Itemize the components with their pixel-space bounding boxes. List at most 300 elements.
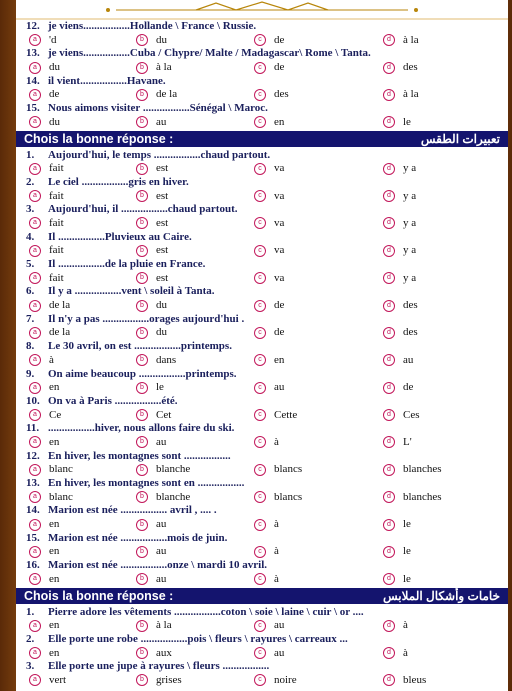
option-label: du bbox=[49, 115, 60, 128]
option-letter-icon: b bbox=[136, 190, 148, 202]
question-number: 12. bbox=[26, 20, 40, 32]
option-c[interactable] bbox=[254, 217, 284, 231]
answer-options bbox=[16, 116, 508, 130]
option-d[interactable] bbox=[383, 463, 441, 477]
question-number: 7. bbox=[26, 312, 35, 325]
option-label: en bbox=[49, 619, 60, 632]
option-label: au bbox=[403, 353, 414, 366]
question-number: 10. bbox=[26, 394, 40, 407]
option-letter-icon: c bbox=[254, 436, 266, 448]
option-letter-icon: c bbox=[254, 573, 266, 585]
option-b[interactable] bbox=[136, 190, 168, 204]
question-text bbox=[16, 149, 508, 163]
option-label: de la bbox=[49, 326, 71, 339]
option-letter-icon: d bbox=[383, 491, 395, 503]
option-label: va bbox=[274, 162, 285, 175]
option-label: dans bbox=[156, 353, 177, 366]
question-prompt: il vient.................Havane. bbox=[48, 74, 166, 87]
worksheet-content bbox=[16, 20, 508, 688]
option-a[interactable] bbox=[29, 409, 61, 423]
question-text bbox=[16, 313, 508, 327]
option-a[interactable] bbox=[29, 217, 64, 231]
option-b[interactable] bbox=[136, 545, 166, 559]
option-label: à bbox=[49, 353, 54, 366]
option-letter-icon: d bbox=[383, 409, 395, 421]
option-letter-icon: b bbox=[136, 491, 148, 503]
option-label: des bbox=[403, 299, 418, 312]
option-label: fait bbox=[49, 244, 64, 257]
option-label: blancs bbox=[274, 490, 303, 503]
section-instruction: Chois la bonne réponse : bbox=[24, 588, 174, 603]
option-c[interactable] bbox=[254, 436, 279, 450]
option-letter-icon: a bbox=[29, 436, 41, 448]
option-c[interactable] bbox=[254, 545, 279, 559]
section-header bbox=[16, 131, 508, 147]
option-b[interactable] bbox=[136, 518, 166, 532]
question-prompt: En hiver, les montagnes sont ................. bbox=[48, 449, 231, 462]
option-c[interactable] bbox=[254, 34, 284, 48]
option-label: y a bbox=[403, 271, 417, 284]
option-label: fait bbox=[49, 189, 64, 202]
option-label: de bbox=[274, 61, 285, 74]
question-number: 16. bbox=[26, 559, 40, 572]
option-label: de la bbox=[156, 88, 178, 101]
option-label: de bbox=[49, 88, 60, 101]
option-letter-icon: c bbox=[254, 409, 266, 421]
option-label: à bbox=[403, 619, 408, 632]
option-label: y a bbox=[403, 162, 417, 175]
option-d[interactable] bbox=[383, 518, 411, 532]
question-number: 3. bbox=[26, 203, 35, 216]
question-text bbox=[16, 20, 508, 34]
option-b[interactable] bbox=[136, 463, 190, 477]
question-number: 3. bbox=[26, 660, 35, 673]
option-a[interactable] bbox=[29, 463, 73, 477]
option-a[interactable] bbox=[29, 272, 64, 286]
question-number: 12. bbox=[26, 449, 40, 462]
option-letter-icon: a bbox=[29, 546, 41, 558]
option-label: au bbox=[274, 619, 285, 632]
option-label: à la bbox=[156, 619, 172, 632]
question-prompt: Pierre adore les vêtements .................coton \ soie \ laine \ cuir \ or .... bbox=[48, 605, 364, 618]
question-number: 14. bbox=[26, 74, 40, 87]
option-letter-icon: a bbox=[29, 647, 41, 659]
option-a[interactable] bbox=[29, 326, 70, 340]
option-letter-icon: b bbox=[136, 245, 148, 257]
option-letter-icon: d bbox=[383, 190, 395, 202]
option-label: à bbox=[274, 572, 279, 585]
option-letter-icon: d bbox=[383, 436, 395, 448]
option-letter-icon: c bbox=[254, 464, 266, 476]
option-label: le bbox=[403, 545, 411, 558]
question-number: 13. bbox=[26, 477, 40, 489]
option-letter-icon: a bbox=[29, 409, 41, 421]
option-d[interactable] bbox=[383, 217, 416, 231]
option-label: en bbox=[49, 518, 60, 531]
option-letter-icon: b bbox=[136, 89, 148, 101]
option-label: en bbox=[49, 381, 60, 394]
question-number: 15. bbox=[26, 531, 40, 544]
question-prompt: Il y a .................vent \ soleil à Tanta. bbox=[48, 285, 215, 298]
question-text bbox=[16, 395, 508, 409]
option-label: y a bbox=[403, 244, 417, 257]
answer-options bbox=[16, 381, 508, 395]
option-d[interactable] bbox=[383, 436, 412, 450]
option-d[interactable] bbox=[383, 409, 420, 423]
option-label: de bbox=[403, 381, 414, 394]
option-d[interactable] bbox=[383, 573, 411, 587]
question-text bbox=[16, 477, 508, 491]
question-prompt: Marion est née .................onze \ mardi 10 avril. bbox=[48, 559, 268, 572]
option-c[interactable] bbox=[254, 573, 279, 587]
option-b[interactable] bbox=[136, 326, 167, 340]
option-label: fait bbox=[49, 216, 64, 229]
answer-options bbox=[16, 647, 508, 661]
option-b[interactable] bbox=[136, 674, 182, 688]
option-d[interactable] bbox=[383, 272, 416, 286]
option-label: en bbox=[49, 572, 60, 585]
option-letter-icon: a bbox=[29, 354, 41, 366]
option-b[interactable] bbox=[136, 116, 166, 130]
option-label: au bbox=[156, 572, 167, 585]
option-b[interactable] bbox=[136, 34, 167, 48]
option-d[interactable] bbox=[383, 619, 408, 633]
question-number: 2. bbox=[26, 632, 35, 645]
section-header bbox=[16, 588, 508, 604]
option-c[interactable] bbox=[254, 674, 297, 688]
option-label: le bbox=[156, 381, 164, 394]
option-letter-icon: b bbox=[136, 674, 148, 686]
option-a[interactable] bbox=[29, 381, 59, 395]
top-ornament bbox=[16, 0, 508, 20]
option-letter-icon: c bbox=[254, 89, 266, 101]
question-text bbox=[16, 75, 508, 89]
option-d[interactable] bbox=[383, 354, 413, 368]
question-text bbox=[16, 633, 508, 647]
option-letter-icon: c bbox=[254, 116, 266, 128]
option-d[interactable] bbox=[383, 674, 426, 688]
option-a[interactable] bbox=[29, 491, 73, 505]
option-a[interactable] bbox=[29, 190, 64, 204]
option-d[interactable] bbox=[383, 244, 416, 258]
option-letter-icon: c bbox=[254, 491, 266, 503]
question-number: 4. bbox=[26, 230, 35, 243]
option-letter-icon: a bbox=[29, 491, 41, 503]
option-letter-icon: c bbox=[254, 163, 266, 175]
question-prompt: Il .................de la pluie en France. bbox=[48, 258, 206, 270]
option-label: est bbox=[156, 216, 169, 229]
option-d[interactable] bbox=[383, 61, 418, 75]
option-a[interactable] bbox=[29, 34, 56, 48]
option-b[interactable] bbox=[136, 381, 164, 395]
option-letter-icon: d bbox=[383, 62, 395, 74]
option-label: de la bbox=[49, 299, 71, 312]
option-letter-icon: c bbox=[254, 217, 266, 229]
question-text bbox=[16, 203, 508, 217]
answer-options bbox=[16, 436, 508, 450]
question-text bbox=[16, 340, 508, 354]
question-prompt: On aime beaucoup .................printemps. bbox=[48, 367, 237, 380]
option-c[interactable] bbox=[254, 244, 284, 258]
question-prompt: je viens.................Hollande \ France \ Russie. bbox=[48, 20, 257, 32]
question-number: 9. bbox=[26, 367, 35, 380]
question-text bbox=[16, 450, 508, 464]
answer-options bbox=[16, 299, 508, 313]
option-b[interactable] bbox=[136, 354, 176, 368]
option-label: le bbox=[403, 115, 411, 128]
question-number: 5. bbox=[26, 258, 35, 270]
option-c[interactable] bbox=[254, 518, 279, 532]
option-b[interactable] bbox=[136, 61, 172, 75]
question-number: 1. bbox=[26, 605, 35, 618]
option-label: des bbox=[403, 61, 418, 74]
section-topic-arabic: خامات وأشكال الملابس bbox=[382, 588, 500, 603]
option-d[interactable] bbox=[383, 88, 419, 102]
option-c[interactable] bbox=[254, 326, 284, 340]
question-prompt: Elle porte une jupe à rayures \ fleurs ................. bbox=[48, 660, 270, 673]
option-c[interactable] bbox=[254, 409, 297, 423]
section-instruction: Chois la bonne réponse : bbox=[24, 131, 174, 146]
answer-options bbox=[16, 244, 508, 258]
option-a[interactable] bbox=[29, 244, 64, 258]
option-letter-icon: b bbox=[136, 217, 148, 229]
option-d[interactable] bbox=[383, 299, 418, 313]
option-label: au bbox=[156, 518, 167, 531]
option-letter-icon: c bbox=[254, 354, 266, 366]
option-letter-icon: d bbox=[383, 647, 395, 659]
option-label: Ces bbox=[403, 408, 420, 421]
option-letter-icon: c bbox=[254, 674, 266, 686]
option-letter-icon: d bbox=[383, 245, 395, 257]
option-a[interactable] bbox=[29, 619, 59, 633]
option-c[interactable] bbox=[254, 647, 284, 661]
option-label: de bbox=[274, 299, 285, 312]
option-a[interactable] bbox=[29, 88, 59, 102]
option-label: y a bbox=[403, 216, 417, 229]
option-c[interactable] bbox=[254, 299, 284, 313]
option-label: blanc bbox=[49, 463, 73, 476]
question-text bbox=[16, 368, 508, 382]
option-b[interactable] bbox=[136, 272, 168, 286]
option-letter-icon: a bbox=[29, 163, 41, 175]
option-a[interactable] bbox=[29, 518, 59, 532]
option-a[interactable] bbox=[29, 116, 60, 130]
option-label: est bbox=[156, 244, 169, 257]
option-label: bleus bbox=[403, 673, 427, 686]
option-label: à la bbox=[403, 33, 419, 46]
option-b[interactable] bbox=[136, 573, 166, 587]
option-letter-icon: d bbox=[383, 382, 395, 394]
option-a[interactable] bbox=[29, 354, 54, 368]
option-letter-icon: d bbox=[383, 519, 395, 531]
option-b[interactable] bbox=[136, 217, 168, 231]
option-d[interactable] bbox=[383, 190, 416, 204]
option-letter-icon: b bbox=[136, 647, 148, 659]
option-label: à bbox=[274, 518, 279, 531]
option-letter-icon: a bbox=[29, 674, 41, 686]
option-letter-icon: a bbox=[29, 190, 41, 202]
option-c[interactable] bbox=[254, 116, 284, 130]
question-prompt: En hiver, les montagnes sont en ................. bbox=[48, 477, 245, 489]
option-letter-icon: d bbox=[383, 327, 395, 339]
option-label: Cet bbox=[156, 408, 172, 421]
option-letter-icon: b bbox=[136, 62, 148, 74]
option-b[interactable] bbox=[136, 299, 167, 313]
question-number: 13. bbox=[26, 47, 40, 60]
question-text bbox=[16, 532, 508, 546]
question-prompt: Le ciel .................gris en hiver. bbox=[48, 175, 189, 188]
option-label: Cette bbox=[274, 408, 298, 421]
option-label: est bbox=[156, 162, 169, 175]
option-label: y a bbox=[403, 189, 417, 202]
option-b[interactable] bbox=[136, 436, 166, 450]
option-c[interactable] bbox=[254, 354, 284, 368]
option-b[interactable] bbox=[136, 244, 168, 258]
option-label: est bbox=[156, 271, 169, 284]
option-letter-icon: b bbox=[136, 163, 148, 175]
option-label: à bbox=[274, 545, 279, 558]
option-letter-icon: a bbox=[29, 116, 41, 128]
option-letter-icon: c bbox=[254, 546, 266, 558]
option-b[interactable] bbox=[136, 162, 168, 176]
option-letter-icon: a bbox=[29, 327, 41, 339]
question-text bbox=[16, 231, 508, 245]
option-label: blanche bbox=[156, 463, 191, 476]
answer-options bbox=[16, 619, 508, 633]
option-letter-icon: b bbox=[136, 300, 148, 312]
option-letter-icon: b bbox=[136, 354, 148, 366]
option-letter-icon: d bbox=[383, 272, 395, 284]
option-label: grises bbox=[156, 673, 182, 686]
option-letter-icon: a bbox=[29, 573, 41, 585]
option-d[interactable] bbox=[383, 545, 411, 559]
option-letter-icon: c bbox=[254, 190, 266, 202]
option-d[interactable] bbox=[383, 491, 441, 505]
option-a[interactable] bbox=[29, 162, 64, 176]
option-letter-icon: d bbox=[383, 546, 395, 558]
option-b[interactable] bbox=[136, 409, 171, 423]
option-letter-icon: d bbox=[383, 620, 395, 632]
option-d[interactable] bbox=[383, 162, 416, 176]
answer-options bbox=[16, 88, 508, 102]
question-prompt: Marion est née .................mois de juin. bbox=[48, 531, 228, 544]
option-c[interactable] bbox=[254, 88, 289, 102]
question-prompt: je viens.................Cuba / Chypre/ Malte / Madagascar\ Rome \ Tanta. bbox=[48, 47, 371, 60]
option-label: à bbox=[403, 646, 408, 659]
option-letter-icon: b bbox=[136, 573, 148, 585]
option-letter-icon: c bbox=[254, 62, 266, 74]
question-prompt: On va à Paris .................été. bbox=[48, 394, 178, 407]
option-a[interactable] bbox=[29, 436, 59, 450]
option-a[interactable] bbox=[29, 674, 66, 688]
option-b[interactable] bbox=[136, 619, 172, 633]
option-label: à la bbox=[156, 61, 172, 74]
question-number: 15. bbox=[26, 102, 40, 115]
option-label: fait bbox=[49, 162, 64, 175]
question-prompt: Il n'y a pas .................orages aujourd'hui . bbox=[48, 312, 245, 325]
option-b[interactable] bbox=[136, 88, 177, 102]
option-d[interactable] bbox=[383, 116, 411, 130]
answer-options bbox=[16, 354, 508, 368]
option-label: du bbox=[156, 33, 167, 46]
answer-options bbox=[16, 326, 508, 340]
question-number: 11. bbox=[26, 422, 40, 435]
option-c[interactable] bbox=[254, 491, 302, 505]
option-label: au bbox=[274, 381, 285, 394]
option-c[interactable] bbox=[254, 162, 284, 176]
option-label: du bbox=[156, 299, 167, 312]
option-letter-icon: c bbox=[254, 34, 266, 46]
option-d[interactable] bbox=[383, 326, 418, 340]
option-label: est bbox=[156, 189, 169, 202]
option-c[interactable] bbox=[254, 463, 302, 477]
option-letter-icon: b bbox=[136, 436, 148, 448]
worksheet-page bbox=[16, 0, 508, 691]
question-prompt: Le 30 avril, on est .................printemps. bbox=[48, 340, 232, 353]
option-d[interactable] bbox=[383, 647, 408, 661]
option-a[interactable] bbox=[29, 545, 59, 559]
option-label: le bbox=[403, 572, 411, 585]
option-letter-icon: b bbox=[136, 34, 148, 46]
option-letter-icon: b bbox=[136, 519, 148, 531]
option-letter-icon: a bbox=[29, 217, 41, 229]
option-letter-icon: d bbox=[383, 573, 395, 585]
option-a[interactable] bbox=[29, 647, 59, 661]
option-label: en bbox=[49, 646, 60, 659]
option-b[interactable] bbox=[136, 491, 190, 505]
option-d[interactable] bbox=[383, 34, 419, 48]
option-c[interactable] bbox=[254, 272, 284, 286]
answer-options bbox=[16, 518, 508, 532]
option-label: aux bbox=[156, 646, 172, 659]
option-c[interactable] bbox=[254, 381, 284, 395]
option-letter-icon: a bbox=[29, 382, 41, 394]
option-letter-icon: a bbox=[29, 245, 41, 257]
option-b[interactable] bbox=[136, 647, 172, 661]
option-letter-icon: a bbox=[29, 272, 41, 284]
option-a[interactable] bbox=[29, 61, 60, 75]
question-prompt: Aujourd'hui, il .................chaud partout. bbox=[48, 203, 238, 216]
option-label: au bbox=[156, 435, 167, 448]
answer-options bbox=[16, 61, 508, 75]
option-c[interactable] bbox=[254, 61, 284, 75]
option-label: blanches bbox=[403, 463, 442, 476]
question-prompt: Elle porte une robe .................pois \ fleurs \ rayures \ carreaux ... bbox=[48, 632, 348, 645]
option-letter-icon: c bbox=[254, 647, 266, 659]
option-d[interactable] bbox=[383, 381, 413, 395]
question-text bbox=[16, 660, 508, 674]
option-a[interactable] bbox=[29, 299, 70, 313]
option-label: au bbox=[156, 115, 167, 128]
question-text bbox=[16, 176, 508, 190]
answer-options bbox=[16, 272, 508, 286]
question-prompt: Aujourd'hui, le temps .................chaud partout. bbox=[48, 148, 271, 161]
question-number: 8. bbox=[26, 340, 35, 353]
option-letter-icon: c bbox=[254, 300, 266, 312]
option-c[interactable] bbox=[254, 190, 284, 204]
option-letter-icon: a bbox=[29, 620, 41, 632]
option-letter-icon: d bbox=[383, 674, 395, 686]
option-label: fait bbox=[49, 271, 64, 284]
option-label: va bbox=[274, 189, 285, 202]
option-c[interactable] bbox=[254, 619, 284, 633]
option-letter-icon: d bbox=[383, 354, 395, 366]
answer-options bbox=[16, 545, 508, 559]
option-a[interactable] bbox=[29, 573, 59, 587]
answer-options bbox=[16, 162, 508, 176]
question-text bbox=[16, 285, 508, 299]
answer-options bbox=[16, 190, 508, 204]
